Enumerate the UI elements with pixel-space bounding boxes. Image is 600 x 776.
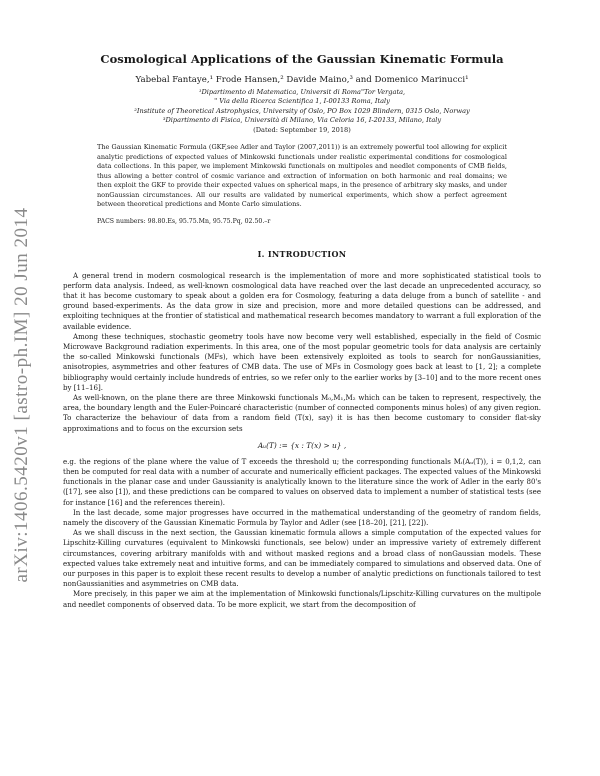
affiliation-2: ²Institute of Theoretical Astrophysics, University of Oslo, PO Box 1029 Blindern, 0315 Oslo, Norway <box>134 106 470 115</box>
abstract: The Gaussian Kinematic Formula (GKF,see Adler and Taylor (2007,2011)) is an extremely powerful tool allowing for explicit analytic predictions of expected values of Minkowski functionals under realistic experimental conditions for cosmological data collections. In this paper, we implement Minkowski functionals on multipoles and needlet components of CMB fields, thus allowing a better control of cosmic variance and extraction of information on both harmonic and real domains; we then exploit the GKF to provide their expected values on spherical maps, in the presence of arbitrary sky masks, and under nonGaussian circumstances. All our results are validated by numerical experiments, which show a perfect agreement between theoretical predictions and Monte Carlo simulations. <box>97 143 507 209</box>
excursion-set-equation: Aᵤ(T) := {x : T(x) > u} , <box>257 440 347 450</box>
author-list: Yabebal Fantaye,¹ Frode Hansen,² Davide Maino,³ and Domenico Marinucci¹ <box>135 75 469 85</box>
affiliations <box>63 88 541 135</box>
paper-title: Cosmological Applications of the Gaussian Kinematic Formula <box>100 52 504 66</box>
intro-paragraph-3-continued: e.g. the regions of the plane where the value of T exceeds the threshold u; the corresponding functionals Mᵢ(Aᵤ(T)), i = 0,1,2, can then be computed for real data with a number of accurate and numerically efficient packages. The expected values of the Minkowski functionals in the planar case and under Gaussianity is analytically known to the literature since the work of Adler in the early 80's ([17], see also [1]), and these predictions can be compared to values on observed data to implement a number of statistical tests (see for instance [16] and the references therein). <box>63 456 541 507</box>
arxiv-id: arXiv:1406.5420v1 [astro-ph.IM] 20 Jun 2014 <box>11 207 32 583</box>
intro-paragraph-1: A general trend in modern cosmological research is the implementation of more and more sophisticated statistical tools to perform data analysis. Indeed, as well-known cosmological data have reached over the last decade an unprecedented accuracy, so that it has become customary to speak about a golden era for Cosmology, featuring a data deluge from a bunch of satellite - and ground based-experiments. As the data grow in size and precision, more and more detailed questions can be addressed, and exploiting techniques at the frontier of statistical and mathematical research becomes mandatory to warrant a full exploration of the available evidence. <box>63 270 541 331</box>
intro-paragraph-4: In the last decade, some major progresses have occurred in the mathematical understanding of the geometry of random fields, namely the discovery of the Gaussian Kinematic Formula by Taylor and Adler (see [18–20], [21], [22]). <box>63 507 541 527</box>
intro-paragraph-2: Among these techniques, stochastic geometry tools have now become very well established, especially in the field of Cosmic Microwave Background radiation experiments. In this area, one of the most popular geometric tools for data analysis are certainly the so-called Minkowski functionals (MFs), which have been extensively exploited as tools to search for nonGaussianities, anisotropies, asymmetries and other features of CMB data. The use of MFs in Cosmology goes back at least to [1, 2]; a complete bibliography would certainly include hundreds of entries, so we refer only to the earlier works by [3–10] and to the more recent ones by [11–16]. <box>63 331 541 392</box>
paper-page <box>63 52 541 610</box>
affiliation-3: ³Dipartimento di Fisica, Università di Milano, Via Celoria 16, I-20133, Milano, Italy <box>162 116 442 125</box>
intro-paragraph-5: As we shall discuss in the next section, the Gaussian kinematic formula allows a simple computation of the expected values for Lipschitz-Killing curvatures (equivalent to Minkowski functionals, see below) under an impressive variety of extremely different circumstances, covering arbitrary manifolds with and without masked regions and a broad class of nonGaussian models. These expected values take extremely neat and intuitive forms, and can be immediately compared to simulations and observed data. One of our purposes in this paper is to exploit these recent results to develop a number of analytic predictions on functionals tailored to test nonGaussianities and asymmetries on CMB data. <box>63 528 541 589</box>
pacs-numbers: PACS numbers: 98.80.Es, 95.75.Mn, 95.75.Pq, 02.50.–r <box>97 217 271 225</box>
intro-paragraph-3: As well-known, on the plane there are three Minkowski functionals M₀,M₁,M₂ which can be taken to represent, respectively, the area, the boundary length and the Euler-Poincaré characteristic (number of connected components minus holes) of any given region. To characterize the behaviour of data from a random field (T(x), say) it is has then become customary to consider flat-sky approximations and to focus on the excursion sets <box>63 392 541 433</box>
affiliation-1: ¹Dipartimento di Matematica, Universit di Roma"Tor Vergata, <box>198 88 406 96</box>
arxiv-sidebar-stamp <box>2 160 42 630</box>
section-heading: I. INTRODUCTION <box>257 248 347 259</box>
affiliation-1-address: " Via della Ricerca Scientifica 1, I-00133 Roma, Italy <box>214 97 390 106</box>
date-line: (Dated: September 19, 2018) <box>253 125 351 134</box>
intro-paragraph-6: More precisely, in this paper we aim at the implementation of Minkowski functionals/Lipschitz-Killing curvatures on the multipole and needlet components of observed data. To be more explicit, we start from the decomposition of <box>63 589 541 609</box>
